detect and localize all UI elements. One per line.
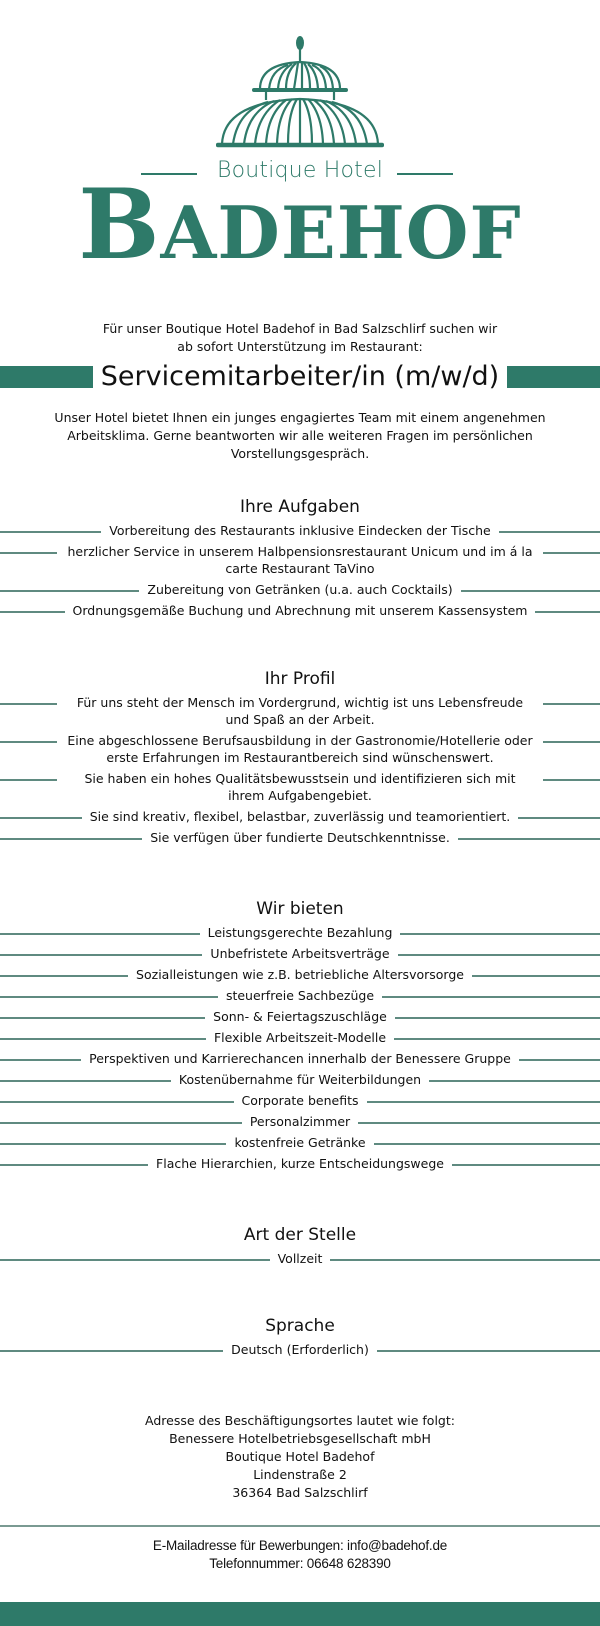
item-text: Sie verfügen über fundierte Deutschkenntnisse. <box>142 829 458 846</box>
list-item <box>0 806 600 827</box>
section-heading: Ihr Profil <box>264 669 336 689</box>
item-text: herzlicher Service in unserem Halbpensionsrestaurant Unicum und im á la carte Restaurant TaVino <box>57 543 543 577</box>
logo-rule-right <box>397 173 453 175</box>
section-art-der-stelle <box>0 1222 600 1269</box>
section-heading: Art der Stelle <box>243 1225 357 1245</box>
item-text: Sie sind kreativ, flexibel, belastbar, zuverlässig und teamorientiert. <box>82 808 519 825</box>
list-item <box>0 1339 600 1360</box>
list-item <box>0 985 600 1006</box>
item-text: Für uns steht der Mensch im Vordergrund, wichtig ist uns Lebensfreude und Spaß an der Arbeit. <box>57 694 543 728</box>
list-item <box>0 1248 600 1269</box>
list-item <box>0 1048 600 1069</box>
intro-text <box>0 320 600 356</box>
item-text: Unbefristete Arbeitsverträge <box>202 945 397 962</box>
intro-line: ab sofort Unterstützung im Restaurant: <box>177 339 423 354</box>
list-item <box>0 600 600 621</box>
footer-bar <box>0 1602 600 1626</box>
list-item <box>0 1111 600 1132</box>
section-profil <box>0 666 600 848</box>
item-text: Kostenübernahme für Weiterbildungen <box>171 1071 429 1088</box>
logo-wordmark-initial: B <box>78 168 161 281</box>
section-heading: Wir bieten <box>256 899 344 919</box>
section-heading: Ihre Aufgaben <box>240 497 360 517</box>
address-line: Adresse des Beschäftigungsortes lautet wie folgt: <box>145 1413 455 1428</box>
item-text: Personalzimmer <box>242 1113 358 1130</box>
item-text: Flexible Arbeitszeit-Modelle <box>206 1029 394 1046</box>
list-item <box>0 964 600 985</box>
workplace-address <box>0 1412 600 1502</box>
item-text: Sonn- & Feiertagszuschläge <box>205 1008 395 1025</box>
list-item <box>0 520 600 541</box>
item-text: Leistungsgerechte Bezahlung <box>200 924 401 941</box>
job-title-banner <box>0 362 600 396</box>
description-line: Unser Hotel bietet Ihnen ein junges engagiertes Team mit einem angenehmen <box>54 410 546 425</box>
list-item <box>0 692 600 730</box>
item-text: Deutsch (Erforderlich) <box>223 1341 377 1358</box>
address-line: Boutique Hotel Badehof <box>225 1449 375 1464</box>
list-item <box>0 943 600 964</box>
item-text: Zubereitung von Getränken (u.a. auch Cocktails) <box>139 581 460 598</box>
dome-icon <box>216 34 384 148</box>
list-item <box>0 922 600 943</box>
section-sprache <box>0 1313 600 1360</box>
section-aufgaben <box>0 494 600 621</box>
item-text: steuerfreie Sachbezüge <box>218 987 382 1004</box>
intro-line: Für unser Boutique Hotel Badehof in Bad Salzschlirf suchen wir <box>102 321 498 336</box>
section-heading: Sprache <box>265 1316 335 1336</box>
list-item <box>0 1027 600 1048</box>
list-item <box>0 541 600 579</box>
hotel-logo <box>0 0 600 290</box>
address-line: Benessere Hotelbetriebsgesellschaft mbH <box>169 1431 431 1446</box>
item-text: Sozialleistungen wie z.B. betriebliche Altersvorsorge <box>128 966 472 983</box>
list-item <box>0 579 600 600</box>
address-line: 36364 Bad Salzschlirf <box>232 1485 368 1500</box>
contact-phone[interactable]: Telefonnummer: 06648 628390 <box>209 1556 391 1571</box>
item-text: Flache Hierarchien, kurze Entscheidungswege <box>148 1155 452 1172</box>
job-title <box>0 360 600 394</box>
item-text: Sie haben ein hohes Qualitätsbewusstsein und identifizieren sich mit ihrem Aufgabengebiet. <box>57 770 543 804</box>
section-bieten <box>0 896 600 1174</box>
item-text: Eine abgeschlossene Berufsausbildung in der Gastronomie/Hotellerie oder erste Erfahrungen im Restaurantbereich sind wünschenswert. <box>57 732 543 766</box>
logo-subtitle: Boutique Hotel <box>216 158 384 183</box>
item-text: Corporate benefits <box>234 1092 367 1109</box>
address-line: Lindenstraße 2 <box>253 1467 347 1482</box>
list-item <box>0 1090 600 1111</box>
list-item <box>0 1006 600 1027</box>
list-item <box>0 1153 600 1174</box>
description <box>40 409 560 463</box>
description-line: Arbeitsklima. Gerne beantworten wir alle weiteren Fragen im persönlichen <box>67 428 533 443</box>
list-item <box>0 827 600 848</box>
item-text: Vorbereitung des Restaurants inklusive Eindecken der Tische <box>101 522 498 539</box>
list-item <box>0 1132 600 1153</box>
contact-info <box>0 1537 600 1573</box>
item-text: Ordnungsgemäße Buchung und Abrechnung mit unserem Kassensystem <box>65 602 536 619</box>
list-item <box>0 730 600 768</box>
divider <box>0 1525 600 1527</box>
item-text: kostenfreie Getränke <box>226 1134 373 1151</box>
item-text: Vollzeit <box>270 1250 331 1267</box>
logo-wordmark-rest: ADEHOF <box>160 190 522 275</box>
item-text: Perspektiven und Karrierechancen innerhalb der Benessere Gruppe <box>81 1050 519 1067</box>
job-title-text: Servicemitarbeiter/in (m/w/d) <box>93 361 507 392</box>
list-item <box>0 1069 600 1090</box>
description-line: Vorstellungsgespräch. <box>230 446 370 461</box>
list-item <box>0 768 600 806</box>
contact-email[interactable]: E-Mailadresse für Bewerbungen: info@badehof.de <box>152 1538 448 1553</box>
